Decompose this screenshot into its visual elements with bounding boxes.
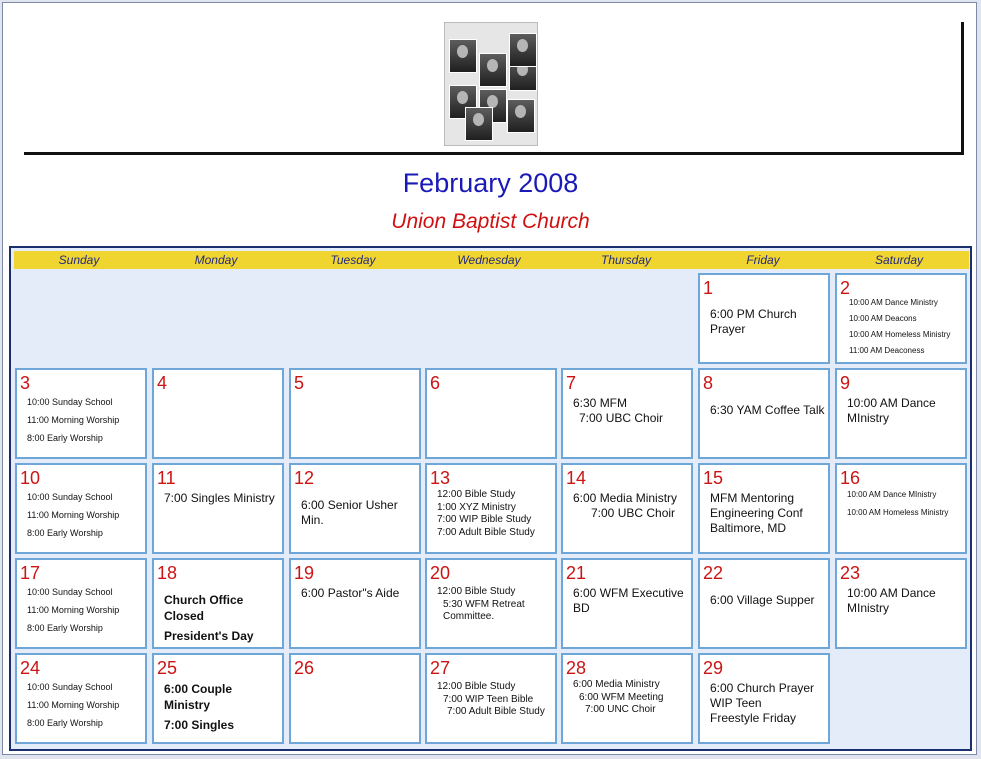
day-cell-19[interactable] <box>289 558 421 649</box>
day-cell-4[interactable] <box>152 368 284 459</box>
day-number: 25 <box>157 658 178 678</box>
day-cell-3[interactable] <box>15 368 147 459</box>
day-number: 15 <box>703 468 724 488</box>
day-cell-9[interactable] <box>835 368 967 459</box>
event-item[interactable]: 11:00 Morning Worship <box>27 510 120 520</box>
event-item[interactable]: 7:00 WIP Bible Study <box>437 514 532 525</box>
event-item[interactable]: 6:00 Pastor"s Aide <box>301 586 400 600</box>
day-number: 2 <box>840 278 851 298</box>
day-cell-21[interactable] <box>561 558 693 649</box>
event-item[interactable]: 6:30 MFM <box>573 396 628 410</box>
event-item[interactable]: 11:00 AM Deaconess <box>849 346 925 355</box>
day-number: 4 <box>157 373 168 393</box>
day-number: 14 <box>566 468 587 488</box>
day-number: 6 <box>430 373 441 393</box>
event-item[interactable]: 5:30 WFM Retreat Committee. <box>443 598 525 622</box>
day-cell-18[interactable] <box>152 558 284 649</box>
event-item[interactable]: 7:00 Singles <box>164 718 235 732</box>
day-number: 3 <box>20 373 31 393</box>
day-cell-14[interactable] <box>561 463 693 554</box>
day-number: 28 <box>566 658 587 678</box>
day-number: 27 <box>430 658 451 678</box>
day-number: 18 <box>157 563 178 583</box>
event-item[interactable]: 11:00 Morning Worship <box>27 700 120 710</box>
weekday-header-bar <box>14 251 969 269</box>
event-item[interactable]: 10:00 AM Dance MInistry <box>847 586 936 615</box>
day-number: 29 <box>703 658 724 678</box>
day-number: 17 <box>20 563 41 583</box>
weekday-tuesday: Tuesday <box>330 253 376 267</box>
event-item[interactable]: 7:00 Singles Ministry <box>164 491 275 505</box>
day-number: 24 <box>20 658 41 678</box>
day-cell-1[interactable] <box>698 273 830 364</box>
day-cell-6[interactable] <box>425 368 557 459</box>
day-cell-15[interactable] <box>698 463 830 554</box>
event-item[interactable]: 12:00 Bible Study <box>437 489 516 500</box>
event-item[interactable]: 7:00 UNC Choir <box>585 704 656 715</box>
event-item[interactable]: 10:00 AM Deacons <box>849 314 917 323</box>
event-item[interactable]: 12:00 Bible Study <box>437 586 516 597</box>
day-cell-7[interactable] <box>561 368 693 459</box>
weekday-monday: Monday <box>194 253 238 267</box>
pastors-collage-image <box>444 22 538 146</box>
day-cell-13[interactable] <box>425 463 557 554</box>
event-item[interactable]: 10:00 Sunday School <box>27 492 113 502</box>
day-cell-17[interactable] <box>15 558 147 649</box>
day-cell-2[interactable] <box>835 273 967 364</box>
day-number: 13 <box>430 468 451 488</box>
day-number: 21 <box>566 563 587 583</box>
event-item[interactable]: 7:00 UBC Choir <box>591 506 676 520</box>
day-number: 22 <box>703 563 724 583</box>
day-number: 7 <box>566 373 577 393</box>
event-item[interactable]: 10:00 AM Dance MInistry <box>847 396 936 425</box>
day-number: 10 <box>20 468 41 488</box>
event-item[interactable]: 10:00 AM Homeless Ministry <box>849 330 951 339</box>
day-cell-8[interactable] <box>698 368 830 459</box>
month-calendar-grid <box>9 246 972 751</box>
event-item[interactable]: 6:00 Church Prayer <box>710 681 815 695</box>
day-cell-16[interactable] <box>835 463 967 554</box>
event-item[interactable]: 6:00 Senior Usher Min. <box>301 498 398 527</box>
event-item[interactable]: Freestyle Friday <box>710 711 797 725</box>
event-item[interactable]: 6:00 PM Church Prayer <box>710 307 797 336</box>
day-cell-12[interactable] <box>289 463 421 554</box>
day-number: 1 <box>703 278 714 298</box>
day-number: 9 <box>840 373 851 393</box>
event-item[interactable]: 1:00 XYZ Ministry <box>437 501 516 513</box>
day-cell-22[interactable] <box>698 558 830 649</box>
day-cell-29[interactable] <box>698 653 830 744</box>
day-cell-28[interactable] <box>561 653 693 744</box>
event-item[interactable]: 10:00 Sunday School <box>27 397 113 407</box>
day-cell-20[interactable] <box>425 558 557 649</box>
event-item[interactable]: 8:00 Early Worship <box>27 718 103 728</box>
day-number: 16 <box>840 468 861 488</box>
day-number: 5 <box>294 373 305 393</box>
event-item[interactable]: 6:00 Couple Ministry <box>164 682 233 712</box>
event-item[interactable]: 10:00 Sunday School <box>27 682 113 692</box>
event-item[interactable]: 6:00 Village Supper <box>710 593 815 607</box>
weekday-saturday: Saturday <box>874 253 924 267</box>
event-item[interactable]: 7:00 Adult Bible Study <box>447 706 545 717</box>
event-item[interactable]: 10:00 AM Dance Ministry <box>849 298 938 307</box>
event-item[interactable]: WIP Teen <box>710 696 762 710</box>
day-cell-26[interactable] <box>289 653 421 744</box>
weekday-thursday: Thursday <box>600 253 652 267</box>
event-item[interactable]: President's Day <box>164 629 254 643</box>
weekday-friday: Friday <box>746 253 780 267</box>
day-cell-25[interactable] <box>152 653 284 744</box>
day-number: 20 <box>430 563 451 583</box>
day-number: 11 <box>157 468 176 488</box>
event-item[interactable]: 7:00 Adult Bible Study <box>437 526 535 538</box>
day-number: 26 <box>294 658 315 678</box>
day-number: 12 <box>294 468 315 488</box>
event-item[interactable]: 8:00 Early Worship <box>27 623 103 633</box>
day-cell-24[interactable] <box>15 653 147 744</box>
event-item[interactable]: 6:00 Media Ministry <box>573 491 678 505</box>
weekday-wednesday: Wednesday <box>457 253 521 267</box>
day-cell-27[interactable] <box>425 653 557 744</box>
day-number: 23 <box>840 563 861 583</box>
day-number: 19 <box>294 563 315 583</box>
event-item[interactable]: 6:00 Media Ministry <box>573 679 660 690</box>
event-item[interactable]: Church Office Closed <box>164 593 244 623</box>
church-name: Union Baptist Church <box>391 210 590 233</box>
event-item[interactable]: 6:30 YAM Coffee Talk <box>710 403 825 417</box>
event-item[interactable]: 10:00 Sunday School <box>27 587 113 597</box>
event-item[interactable]: 8:00 Early Worship <box>27 433 103 443</box>
event-item[interactable]: 12:00 Bible Study <box>437 681 516 692</box>
event-item[interactable]: 7:00 WIP Teen Bible <box>443 693 534 705</box>
event-item[interactable]: 7:00 UBC Choir <box>579 411 664 425</box>
event-item[interactable]: 11:00 Morning Worship <box>27 605 120 615</box>
day-cell-10[interactable] <box>15 463 147 554</box>
event-item[interactable]: 10:00 AM Homeless Ministry <box>847 508 949 517</box>
day-cell-5[interactable] <box>289 368 421 459</box>
event-item[interactable]: 11:00 Morning Worship <box>27 415 120 425</box>
event-item[interactable]: 6:00 WFM Meeting <box>579 691 664 703</box>
event-item[interactable]: 8:00 Early Worship <box>27 528 103 538</box>
event-item[interactable]: 6:00 WFM Executive BD <box>573 586 684 615</box>
event-item[interactable]: 10:00 AM Dance MInistry <box>847 490 937 499</box>
event-item[interactable]: MFM Mentoring Engineering Conf Baltimore, MD <box>710 491 803 535</box>
page-title: February 2008 <box>402 168 579 198</box>
weekday-sunday: Sunday <box>58 253 100 267</box>
day-cell-11[interactable] <box>152 463 284 554</box>
day-cell-23[interactable] <box>835 558 967 649</box>
day-number: 8 <box>703 373 714 393</box>
